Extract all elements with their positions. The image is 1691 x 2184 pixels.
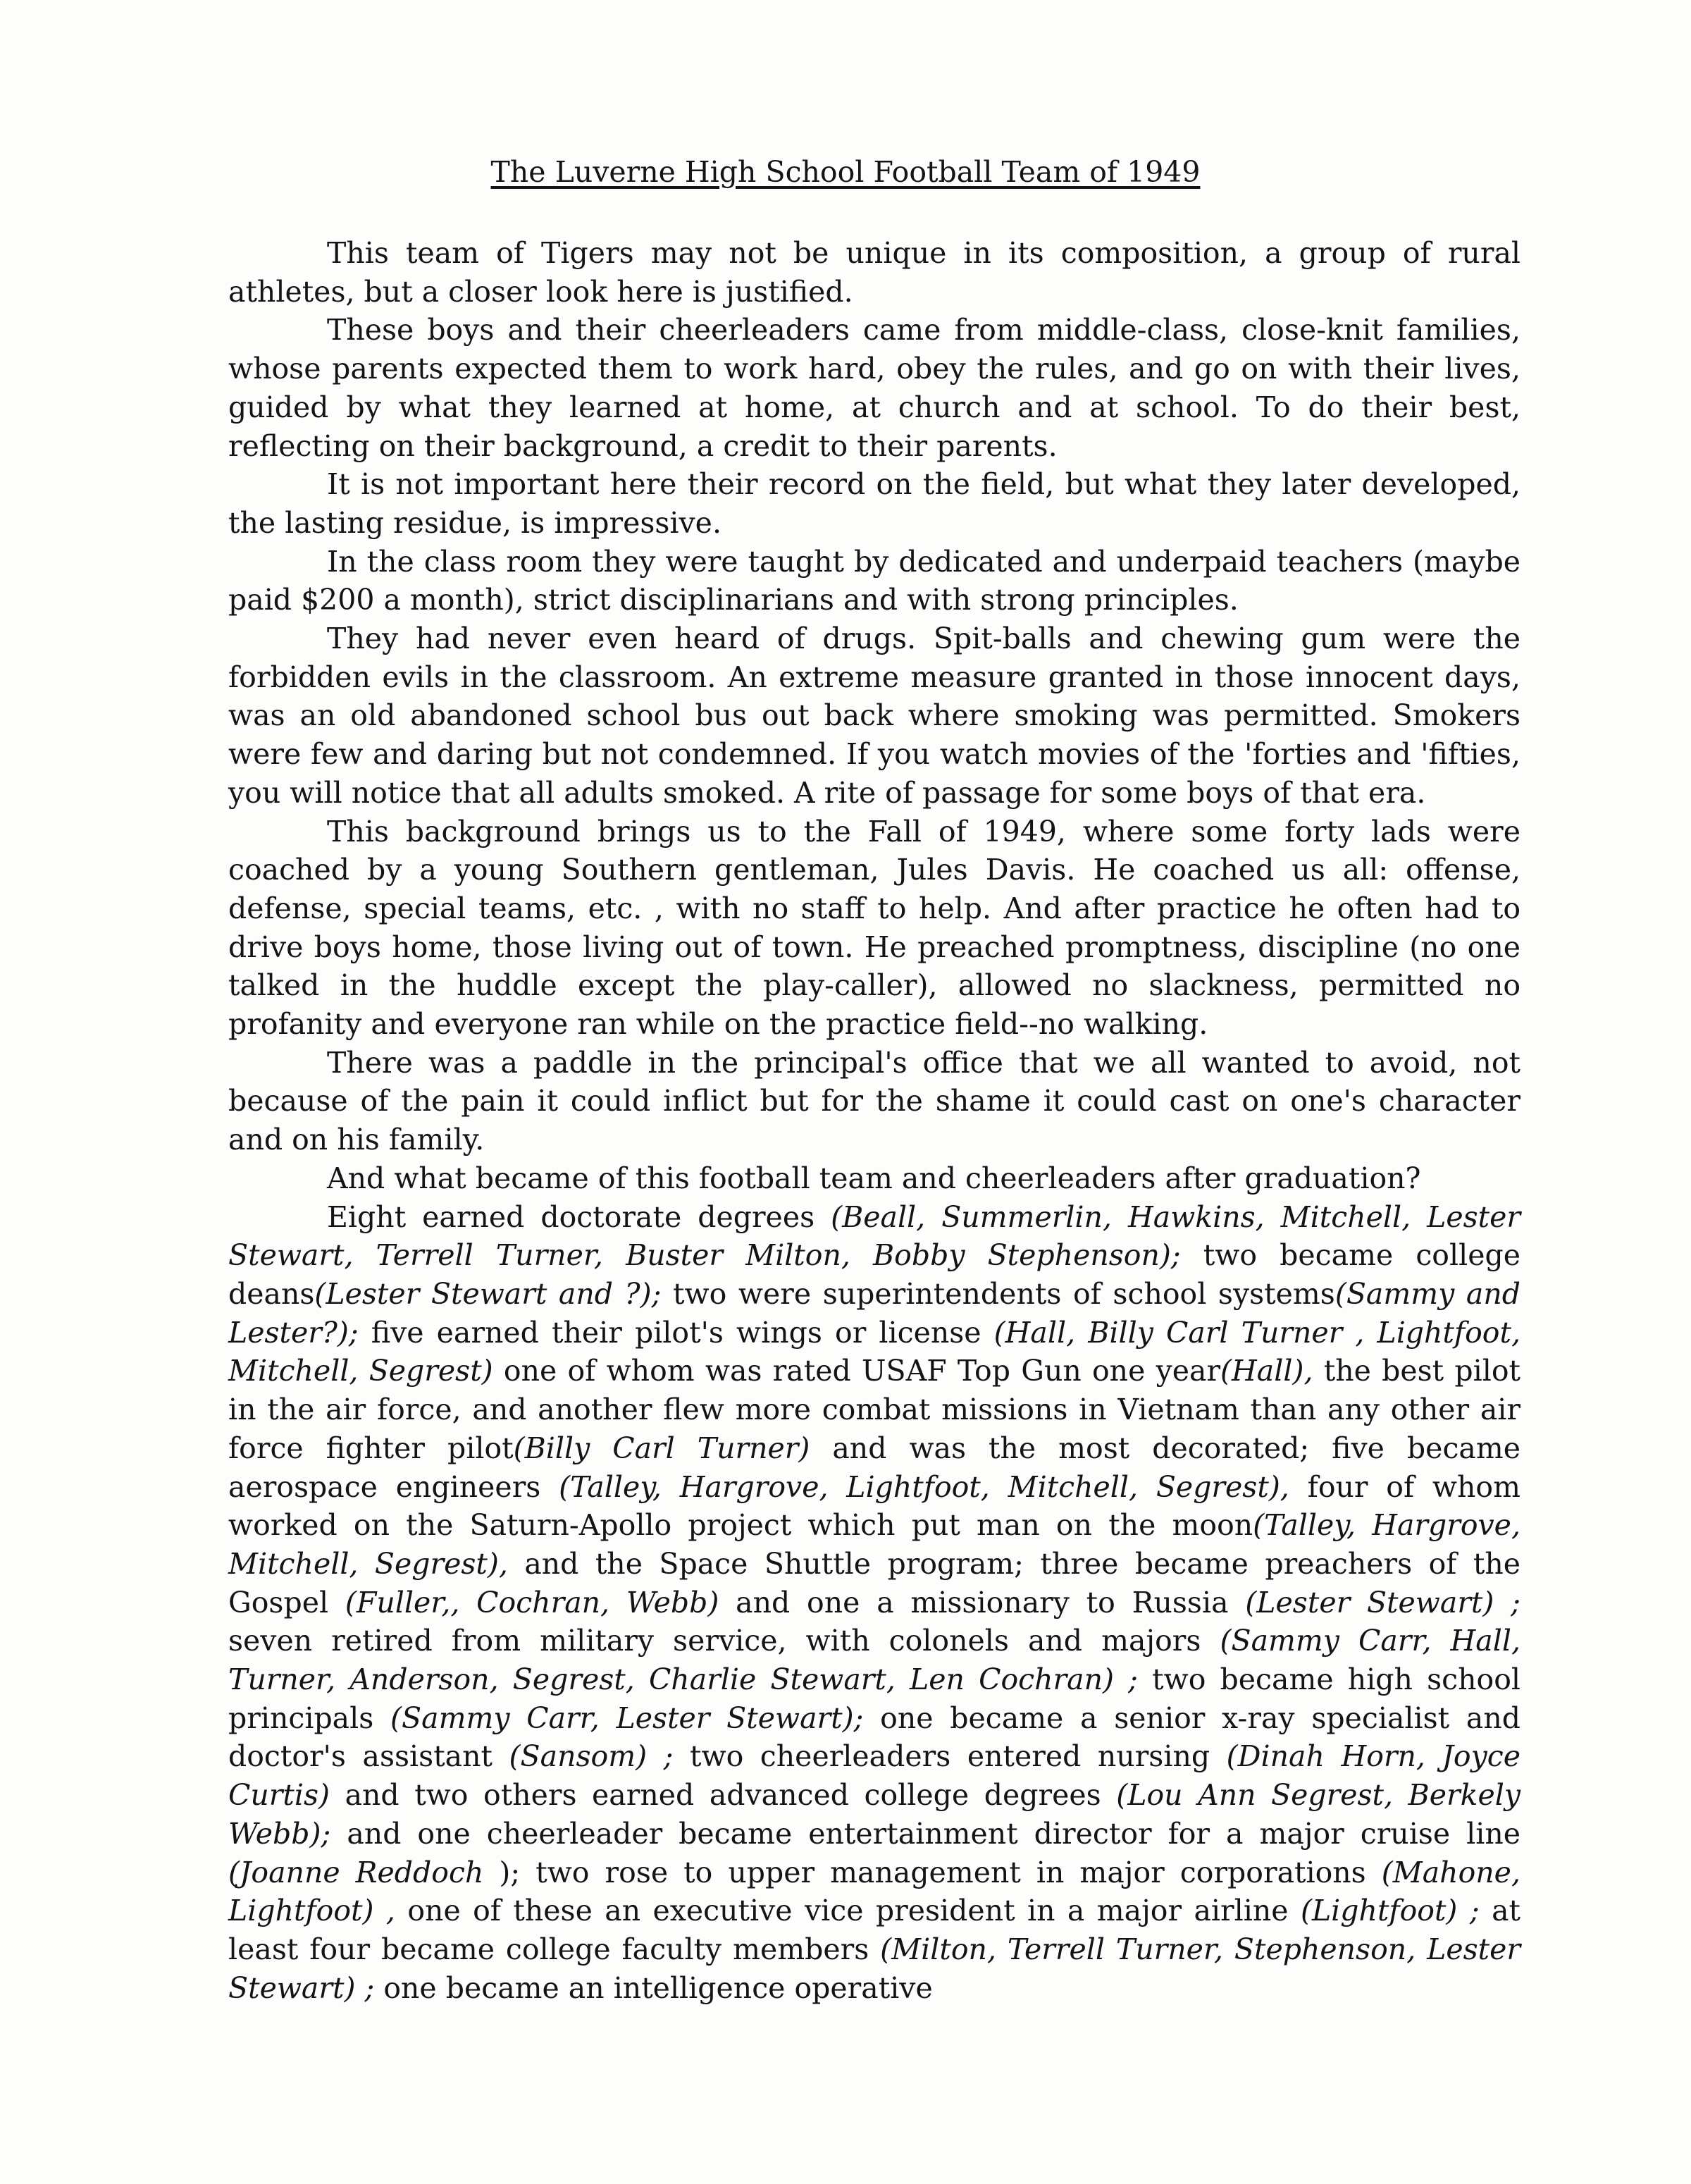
text-segment: one of whom was rated USAF Top Gun one year [493,1354,1221,1388]
names-citation: (Fuller,, Cochran, Webb) [345,1585,719,1620]
names-citation: (Beall, Summerlin, Hawkins, Mitchell, Lester Stewart, Terrell Turner, Buster Milton, Bobby Stephenson); [228,1199,1520,1273]
names-citation: (Talley, Hargrove, Mitchell, Segrest), [228,1508,1520,1581]
paragraph: They had never even heard of drugs. Spit-balls and chewing gum were the forbidden evils in the classroom. An extreme measure granted in those innocent days, was an old abandoned school bus out back where smoking was permitted. Smokers were few and daring but not condemned. If you watch movies of the 'forties and 'fifties, you will notice that all adults smoked. A rite of passage for some boys of that era. [228,622,1520,810]
text-segment: two became high school principals [228,1662,1520,1735]
text-segment: two were superintendents of school systems [661,1276,1335,1311]
text-segment: Eight earned doctorate degrees [327,1199,831,1234]
paragraph: There was a paddle in the principal's office that we all wanted to avoid, not because of the pain it could inflict but for the shame it could cast on one's character and on his family. [228,1045,1520,1157]
names-citation: (Lou Ann Segrest, Berkely Webb); [228,1778,1520,1851]
text-segment: two cheerleaders entered nursing [673,1739,1227,1774]
text-segment: five earned their pilot's wings or license [358,1315,994,1350]
names-citation: (Sansom) ; [509,1739,674,1774]
names-citation: (Lightfoot) ; [1300,1894,1480,1928]
text-segment: one became a senior x-ray specialist and doctor's assistant [228,1701,1520,1774]
names-citation: (Mahone, Lightfoot) , [228,1855,1520,1928]
text-segment: the best pilot in the air force, and another flew more combat missions in Vietnam than any other air force fighter pilot [228,1354,1520,1465]
text-segment: two became college deans [228,1238,1520,1311]
paragraph: These boys and their cheerleaders came from middle-class, close-knit families, whose parents expected them to work hard, obey the rules, and go on with their lives, guided by what they learned at home, at church and at school. To do their best, reflecting on their background, a credit to their parents. [228,313,1520,463]
text-segment: one became an intelligence operative [374,1970,933,2005]
names-citation: (Sammy Carr, Hall, Turner, Anderson, Segrest, Charlie Stewart, Len Cochran) ; [228,1624,1520,1697]
paragraph: And what became of this football team and cheerleaders after graduation? [327,1161,1421,1195]
names-citation: (Hall), [1220,1354,1313,1388]
text-segment: and one a missionary to Russia [719,1585,1246,1620]
names-citation: (Billy Carl Turner) [513,1431,810,1465]
names-citation: (Sammy and Lester?); [228,1276,1520,1350]
paragraph-accomplishments [228,1198,1520,2008]
names-citation: (Lester Stewart) ; [1245,1585,1520,1620]
document-title: The Luverne High School Football Team of 1949 [490,155,1201,189]
paragraph: It is not important here their record on the field, but what they later developed, the lasting residue, is impressive. [228,467,1520,540]
text-segment: and was the most decorated; five became aerospace engineers [228,1431,1520,1504]
text-segment: four of whom worked on the Saturn-Apollo project which put man on the moon [228,1469,1520,1543]
text-segment: ); two rose to upper management in major corporations [483,1855,1382,1889]
text-segment: one of these an executive vice president in a major airline [395,1894,1301,1928]
text-segment: and one cheerleader became entertainment director for a major cruise line [330,1816,1520,1851]
names-citation: (Hall, Billy Carl Turner , Lightfoot, Mitchell, Segrest) [228,1315,1520,1388]
names-citation: (Joanne Reddoch [228,1855,484,1889]
paragraph: This background brings us to the Fall of 1949, where some forty lads were coached by a young Southern gentleman, Jules Davis. He coached us all: offense, defense, special teams, etc. , with no staff to help. And after practice he often had to drive boys home, those living out of town. He preached promptness, discipline (no one talked in the huddle except the play-caller), allowed no slackness, permitted no profanity and everyone ran while on the practice field--no walking. [228,814,1520,1042]
document-body [228,234,1520,2007]
text-segment: seven retired from military service, with colonels and majors [228,1624,1220,1658]
names-citation: (Lester Stewart and ?); [314,1276,662,1311]
names-citation: (Dinah Horn, Joyce Curtis) [228,1739,1520,1813]
text-segment: and two others earned advanced college degrees [330,1778,1117,1813]
text-segment: at least four became college faculty members [228,1894,1521,1966]
names-citation: (Sammy Carr, Lester Stewart); [390,1701,864,1735]
names-citation: (Milton, Terrell Turner, Stephenson, Lester Stewart) ; [228,1932,1520,2005]
paragraph: This team of Tigers may not be unique in its composition, a group of rural athletes, but a closer look here is justified. [228,236,1520,309]
text-segment: and the Space Shuttle program; three became preachers of the Gospel [228,1546,1520,1620]
paragraph: In the class room they were taught by dedicated and underpaid teachers (maybe paid $200 a month), strict disciplinarians and with strong principles. [228,544,1520,617]
names-citation: (Talley, Hargrove, Lightfoot, Mitchell, Segrest), [559,1469,1289,1504]
